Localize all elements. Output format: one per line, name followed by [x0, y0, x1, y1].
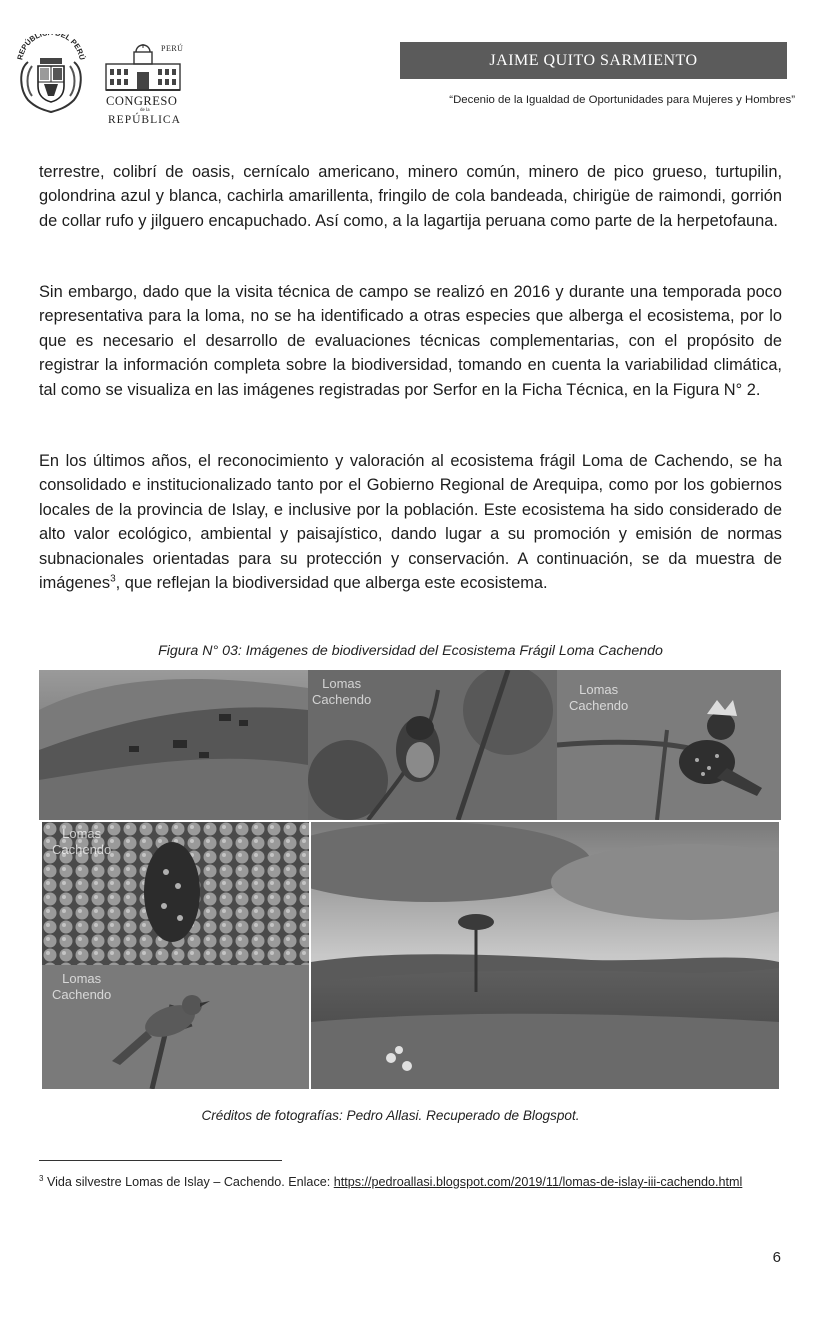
figure-caption: Figura N° 03: Imágenes de biodiversidad del Ecosistema Frágil Loma Cachendo — [158, 643, 663, 659]
congress-logo-dela: de la — [140, 108, 150, 113]
congress-logo-republica: REPÚBLICA — [108, 114, 181, 126]
congress-logo — [104, 44, 188, 128]
body-paragraph: terrestre, colibrí de oasis, cernícalo americano, minero común, minero de pico grueso, turtupilin, golondrina azul y blanca, cachirla amarillenta, fringilo de cola bandeada, chirigüe de raimondi, gorrión de collar rufo y jilguero encapuchado. Así como, a la lagartija peruana como parte de la herpetofauna. — [39, 163, 782, 230]
photo-landscape-tree — [311, 822, 779, 1089]
paragraph-text: En los últimos años, el reconocimiento y valoración al ecosistema frágil Loma de Cachendo, se ha consolidado e institucionalizado tanto por el Gobierno Regional de Arequipa, como por los gobiernos locales de la provincia de Islay, e inclusive por la población. Este ecosistema ha sido considerado de alto valor ecológico, ambiental y paisajístico, dando lugar a su promoción y emisión de normas subnacionales orientadas para su protección y conservación. A continuación, se da muestra de imágenes — [39, 452, 782, 593]
footnote-reference: 3 — [110, 573, 116, 585]
body-paragraph — [39, 449, 782, 595]
photo-bird-on-branch — [308, 670, 557, 820]
footnote — [39, 1170, 784, 1191]
peru-coat-of-arms-logo — [14, 34, 88, 114]
decade-motto: “Decenio de la Igualdad de Oportunidades para Mujeres y Hombres” — [449, 94, 795, 106]
figure-credits: Créditos de fotografías: Pedro Allasi. Recuperado de Blogspot. — [201, 1108, 580, 1123]
photo-cactus-closeup — [42, 822, 309, 965]
footnote-divider — [39, 1160, 282, 1161]
footnote-link[interactable]: https://pedroallasi.blogspot.com/2019/11/lomas-de-islay-iii-cachendo.html — [333, 1175, 743, 1190]
photo-watermark: Lomas Cachendo — [569, 682, 629, 713]
page-number: 6 — [772, 1249, 781, 1266]
svg-text:REPÚBLICA DEL PERÚ: REPÚBLI EL PERÚ — [15, 34, 87, 61]
paragraph-text: , que reflejan la biodiversidad que alberga este ecosistema. — [115, 574, 548, 593]
author-name-banner: JAIME QUITO SARMIENTO — [400, 42, 787, 79]
photo-watermark: Lomas Cachendo — [52, 826, 112, 857]
body-paragraph: Sin embargo, dado que la visita técnica de campo se realizó en 2016 y durante una temporada poco representativa para la loma, no se ha identificado a otras especies que alberga el ecosistema, por lo que es necesario el desarrollo de evaluaciones técnicas complementarias, con el propósito de registrar la información completa sobre la biodiversidad, tomando en cuenta la variabilidad climática, tal como se visualiza en las imágenes registradas por Serfor en la Ficha Técnica, en la Figura N° 2. — [39, 283, 782, 399]
footnote-text: Vida silvestre Lomas de Islay – Cachendo. Enlace: — [43, 1175, 334, 1190]
photo-watermark: Lomas Cachendo — [52, 971, 112, 1002]
footnote-number: 3 — [39, 1174, 44, 1183]
photo-small-bird — [42, 965, 309, 1089]
photo-crested-bird — [557, 670, 781, 820]
photo-hillside-horses — [39, 670, 308, 820]
congress-logo-name: CONGRESO — [106, 94, 178, 108]
congress-logo-peru-label: PERÚ — [161, 44, 184, 53]
photo-watermark: Lomas Cachendo — [312, 676, 372, 707]
